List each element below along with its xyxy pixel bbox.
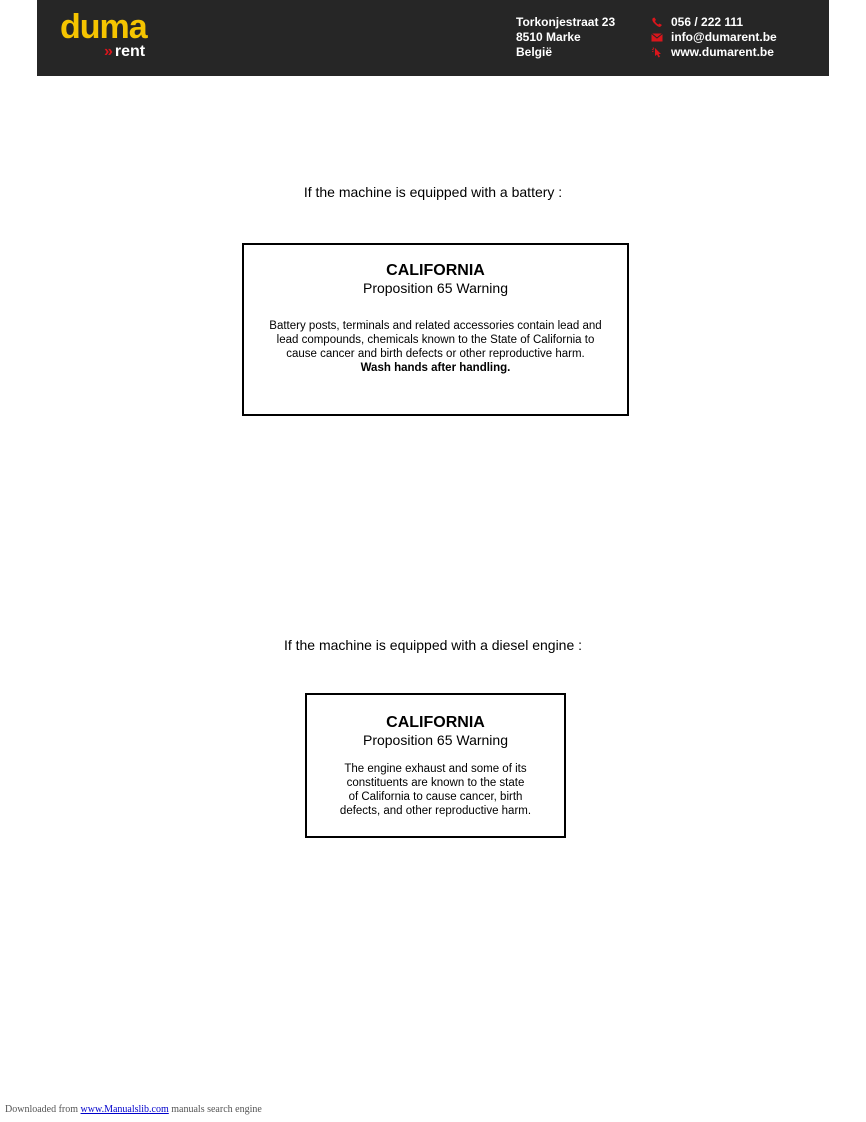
contact-phone [649,15,777,30]
battery-warning-subtitle: Proposition 65 Warning [362,280,508,296]
battery-warning-instruction: Wash hands after handling. [360,362,511,374]
footer-prefix: Downloaded from [5,1104,79,1115]
website-url[interactable]: www.dumarent.be [671,45,774,59]
company-address [516,15,615,60]
page-header [37,0,829,76]
battery-warning-line-3: cause cancer and birth defects or other reproductive harm. [286,348,585,360]
duma-rent-logo [60,10,170,65]
battery-warning-line-1: Battery posts, terminals and related accessories contain lead and [269,320,602,332]
email-address[interactable]: info@dumarent.be [671,30,777,44]
phone-icon [651,17,663,28]
contact-website [649,45,777,60]
logo-arrow: » [104,43,113,60]
diesel-warning-box [305,693,566,838]
battery-warning-line-2: lead compounds, chemicals known to the State of California to [276,334,595,346]
footer-suffix: manuals search engine [171,1104,262,1115]
cursor-icon [651,47,663,58]
diesel-warning-line-1: The engine exhaust and some of its [344,763,527,775]
logo-sub-label: rent [114,43,146,60]
address-country: België [516,45,553,59]
mail-icon [651,32,663,43]
battery-warning-box [242,243,629,416]
manualslib-link[interactable]: www.Manualslib.com [80,1104,169,1115]
diesel-warning-line-4: defects, and other reproductive harm. [339,805,532,817]
diesel-warning-subtitle: Proposition 65 Warning [362,732,508,748]
address-street: Torkonjestraat 23 [516,15,616,29]
contact-email [649,30,777,45]
logo-sub-text [104,43,145,61]
battery-intro: If the machine is equipped with a battery : [303,184,563,200]
diesel-warning-line-3: of California to cause cancer, birth [348,791,523,803]
battery-warning-title: CALIFORNIA [386,262,485,279]
diesel-warning-title: CALIFORNIA [386,714,485,731]
contact-list [649,15,777,60]
diesel-intro: If the machine is equipped with a diesel engine : [283,637,583,653]
logo-main-text: duma [60,8,147,46]
download-footer [5,1104,262,1115]
diesel-warning-line-2: constituents are known to the state [346,777,525,789]
phone-number: 056 / 222 111 [671,15,744,29]
address-city: 8510 Marke [516,30,581,44]
